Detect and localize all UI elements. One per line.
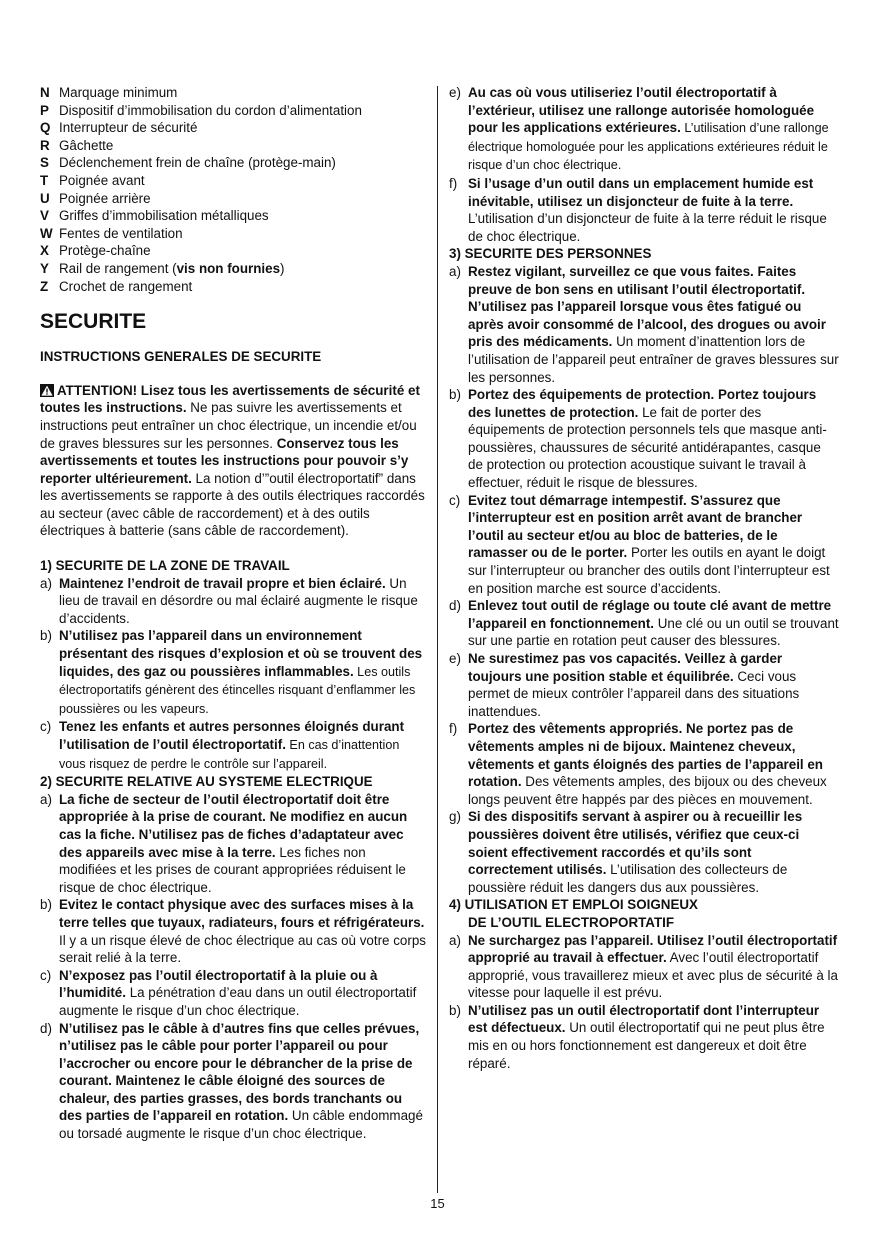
item-text	[59, 967, 426, 1020]
page-number: 15	[430, 1196, 445, 1211]
instruction-item	[449, 720, 839, 808]
item-normal: Porter les outils en ayant le doigt sur l’interrupteur ou brancher des outils dont l’interrupteur est en position marche est source d’accidents.	[468, 545, 830, 596]
item-normal: Avec l’outil électroportatif approprié, vous travaillerez mieux et avec plus de sécurité à la vitesse pour laquelle il est prévu.	[468, 950, 838, 1001]
legend-row	[40, 137, 426, 155]
intro-text-1: Ne pas suivre les avertissements et instructions peut entraîner un choc électrique, un incendie et/ou de graves blessures sur les personnes.	[40, 400, 417, 451]
legend-row	[40, 172, 426, 190]
instruction-item	[449, 650, 839, 720]
legend-row	[40, 278, 426, 296]
legend-row	[40, 119, 426, 137]
legend-letter: P	[40, 102, 49, 118]
legend-row	[40, 260, 426, 278]
instruction-item	[40, 627, 426, 718]
item-text	[468, 650, 839, 720]
warning-triangle-icon	[40, 384, 54, 397]
item-letter: b)	[40, 897, 52, 913]
item-text	[59, 791, 426, 897]
instruction-item	[449, 84, 839, 175]
legend-text-after: )	[280, 260, 285, 276]
item-bold: Enlevez tout outil de réglage ou toute clé avant de mettre l’appareil en fonctionnement.	[468, 598, 832, 631]
legend-text-before: Rail de rangement (	[59, 260, 177, 276]
parts-legend	[40, 84, 426, 295]
legend-text: Crochet de rangement	[59, 278, 193, 294]
item-bold: Si l’usage d’un outil dans un emplacement humide est inévitable, utilisez un disjoncteur de fuite à la terre.	[468, 175, 814, 209]
item-bold: Evitez le contact physique avec des surfaces mises à la terre telles que tuyaux, radiateurs, fours et réfrigérateurs.	[59, 897, 425, 930]
item-letter: b)	[449, 1002, 461, 1018]
item-text	[59, 627, 426, 718]
item-text	[468, 386, 839, 492]
legend-text: Poignée arrière	[59, 190, 151, 206]
item-bold: N’utilisez pas le câble à d’autres fins que celles prévues, n’utilisez pas le câble pour porter l’appareil ou pour l’accrocher ou encore pour le débrancher de la prise de courant. Maintenez le câble éloigné des sources de chaleur, des parties grasses, des bords tranchants ou des parties de l’appareil en rotation.	[59, 1020, 420, 1124]
legend-text: Poignée avant	[59, 172, 145, 188]
item-bold: N’utilisez pas l’appareil dans un environnement présentant des risques d’explosion et où se trouvent des liquides, des gaz ou poussières inflammables.	[59, 628, 423, 679]
intro-text-2: La notion d’”outil électroportatif” dans les avertissements se rapporte à des outils électriques raccordés au secteur (avec câble de raccordement) et à des outils électriques à batterie (sans câble de raccordement).	[40, 470, 425, 539]
item-bold: Au cas où vous utiliseriez l’outil électroportatif à l’extérieur, utilisez une rallonge autorisée homologuée pour les applications extérieures.	[468, 85, 815, 136]
instruction-item	[40, 791, 426, 897]
legend-text: Protège-chaîne	[59, 243, 151, 259]
legend-letter: X	[40, 243, 49, 259]
legend-text: Interrupteur de sécurité	[59, 120, 198, 136]
legend-letter: W	[40, 225, 53, 241]
heading-tool-use	[449, 896, 839, 931]
item-bold: N’utilisez pas un outil électroportatif dont l’interrupteur est défectueux.	[468, 1002, 820, 1036]
item-text	[468, 1002, 839, 1072]
legend-row	[40, 225, 426, 243]
instruction-item	[40, 575, 426, 628]
item-normal: Un moment d’inattention lors de l’utilisation de l’appareil peut entraîner de graves blessures sur les personnes.	[468, 334, 839, 385]
item-normal: Il y a un risque élevé de choc électrique au cas où votre corps serait relié à la terre.	[59, 932, 426, 966]
item-letter: a)	[449, 263, 461, 279]
item-text	[468, 720, 839, 808]
item-text	[59, 896, 426, 966]
item-text	[468, 263, 839, 386]
item-letter: g)	[449, 809, 461, 825]
item-normal: L’utilisation d’un disjoncteur de fuite à la terre réduit le risque de choc électrique.	[468, 211, 827, 244]
item-bold: Portez des vêtements appropriés. Ne portez pas de vêtements amples ni de bijoux. Maintenez cheveux, vêtements et gants éloignés des parties de l’appareil en rotation.	[468, 721, 823, 790]
instruction-item	[449, 386, 839, 492]
item-bold: Si des dispositifs servant à aspirer ou à recueillir les poussières doivent être utilisés, vérifiez que ceux-ci soient effectivement raccordés et qu’ils sont correctement utilisés.	[468, 809, 803, 878]
item-letter: c)	[40, 967, 52, 983]
item-normal: Les fiches non modifiées et les prises de courant appropriées réduisent le risque de choc électrique.	[59, 844, 406, 895]
item-bold: La fiche de secteur de l’outil électroportatif doit être appropriée à la prise de courant. Ne modifiez en aucun cas la fiche. N’utilisez pas de fiches d’adaptateur avec des appareils avec mise à la terre.	[59, 791, 408, 860]
item-normal: L’utilisation des collecteurs de poussière réduit les dangers dus aux poussières.	[468, 862, 788, 895]
item-normal: Un câble endommagé ou torsadé augmente le risque d’un choc électrique.	[59, 1108, 423, 1142]
legend-text: Fentes de ventilation	[59, 225, 183, 241]
item-text	[468, 932, 839, 1002]
right-column	[449, 84, 839, 1072]
heading-personal-safety: 3) SECURITE DES PERSONNES	[449, 246, 652, 262]
subsection-title: INSTRUCTIONS GENERALES DE SECURITE	[40, 349, 322, 365]
item-text	[468, 597, 839, 650]
instruction-item	[449, 932, 839, 1002]
instruction-item	[40, 896, 426, 966]
item-bold: Ne surchargez pas l’appareil. Utilisez l’outil électroportatif approprié au travail à effectuer.	[468, 932, 838, 966]
instruction-item	[449, 175, 839, 245]
item-text	[59, 718, 426, 773]
item-normal: Le fait de porter des équipements de protection personnels tels que masque anti-poussières, chaussures de sécurité antidérapantes, casque de protection ou protection acoustique suivant le travail à effectuer, réduit le risque de blessures.	[468, 404, 827, 491]
legend-row	[40, 154, 426, 172]
item-bold: Evitez tout démarrage intempestif. S’assurez que l’interrupteur est en position arrêt avant de brancher l’outil au secteur et/ou au bloc de batteries, de le ramasser ou de le porter.	[468, 492, 803, 561]
legend-text: Gâchette	[59, 137, 114, 153]
item-normal: Des vêtements amples, des bijoux ou des cheveux longs peuvent être happés par des pièces en mouvement.	[468, 774, 827, 807]
legend-row	[40, 102, 426, 120]
legend-text: Dispositif d’immobilisation du cordon d’alimentation	[59, 102, 362, 118]
heading-electrical: 2) SECURITE RELATIVE AU SYSTEME ELECTRIQUE	[40, 774, 373, 790]
legend-letter: V	[40, 208, 49, 224]
item-bold: Portez des équipements de protection. Portez toujours des lunettes de protection.	[468, 387, 817, 420]
intro-paragraph	[40, 382, 426, 540]
item-letter: f)	[449, 175, 458, 191]
item-bold: N’exposez pas l’outil électroportatif à la pluie ou à l’humidité.	[59, 967, 378, 1001]
legend-text	[59, 260, 285, 278]
legend-row	[40, 190, 426, 208]
item-letter: a)	[40, 575, 52, 591]
item-letter: d)	[449, 598, 461, 614]
item-letter: f)	[449, 721, 458, 737]
item-letter: e)	[449, 85, 461, 100]
instruction-item	[449, 1002, 839, 1072]
item-normal: Un lieu de travail en désordre ou mal éclairé augmente le risque d’accidents.	[59, 575, 418, 626]
item-letter: b)	[40, 628, 52, 644]
item-letter: d)	[40, 1020, 52, 1036]
legend-letter: Z	[40, 278, 49, 294]
legend-letter: T	[40, 172, 49, 188]
intro-bold-2: Conservez tous les avertissements et toutes les instructions pour pouvoir s’y reporter ultérieurement.	[40, 435, 409, 486]
instruction-item	[449, 597, 839, 650]
left-column	[40, 84, 426, 1143]
item-letter: c)	[40, 719, 52, 735]
item-normal: Ceci vous permet de mieux contrôler l’appareil dans des situations inattendues.	[468, 668, 800, 719]
item-bold: Restez vigilant, surveillez ce que vous faites. Faites preuve de bon sens en utilisant l’outil électroportatif. N’utilisez pas l’appareil lorsque vous êtes fatigué ou après avoir consommé de l’alcool, des drogues ou avoir pris des médicaments.	[468, 263, 826, 350]
legend-row	[40, 84, 426, 102]
item-bold: Ne surestimez pas vos capacités. Veillez à garder toujours une position stable et équilibrée.	[468, 651, 783, 684]
section-title: SECURITE	[40, 310, 147, 334]
legend-text: Griffes d’immobilisation métalliques	[59, 208, 269, 224]
instruction-item	[449, 492, 839, 598]
heading-tool-use-line-2: DE L’OUTIL ELECTROPORTATIF	[468, 914, 675, 930]
item-letter: c)	[449, 492, 461, 508]
heading-work-area: 1) SECURITE DE LA ZONE DE TRAVAIL	[40, 558, 290, 574]
instruction-item	[40, 1020, 426, 1143]
item-letter: a)	[449, 932, 461, 948]
item-normal: L’utilisation d’une rallonge électrique homologuée pour les applications extérieures réduit le risque d’un choc électrique.	[468, 121, 829, 173]
instruction-item	[40, 718, 426, 773]
legend-letter: U	[40, 190, 50, 206]
legend-text: Déclenchement frein de chaîne (protège-main)	[59, 155, 336, 171]
legend-letter: S	[40, 155, 49, 171]
legend-row	[40, 207, 426, 225]
item-text	[468, 84, 839, 175]
item-letter: a)	[40, 791, 52, 807]
item-text	[59, 575, 426, 628]
item-letter: b)	[449, 387, 461, 403]
item-text	[59, 1020, 426, 1143]
heading-tool-use-line-1: 4) UTILISATION ET EMPLOI SOIGNEUX	[449, 897, 698, 913]
item-text	[468, 808, 839, 896]
legend-letter: Q	[40, 120, 51, 136]
legend-letter: N	[40, 85, 50, 100]
item-text	[468, 492, 839, 598]
legend-text-bold: vis non fournies	[176, 260, 281, 276]
item-normal: La pénétration d’eau dans un outil électroportatif augmente le risque d’un choc électrique.	[59, 985, 417, 1018]
item-normal: En cas d’inattention vous risquez de perdre le contrôle sur l’appareil.	[59, 738, 400, 771]
legend-letter: R	[40, 137, 50, 153]
intro-bold-1: ATTENTION! Lisez tous les avertissements de sécurité et toutes les instructions.	[40, 382, 420, 416]
item-normal: Les outils électroportatifs génèrent des étincelles risquant d’enflammer les poussières ou les vapeurs.	[59, 664, 416, 716]
item-normal: Un outil électroportatif qui ne peut plus être mis en ou hors fonctionnement est dangereux et doit être réparé.	[468, 1020, 825, 1071]
instruction-item	[449, 808, 839, 896]
instruction-item	[449, 263, 839, 386]
legend-row	[40, 242, 426, 260]
item-bold: Tenez les enfants et autres personnes éloignés durant l’utilisation de l’outil électroportatif.	[59, 719, 405, 752]
legend-text: Marquage minimum	[59, 85, 178, 100]
item-bold: Maintenez l’endroit de travail propre et bien éclairé.	[59, 575, 386, 591]
item-normal: Une clé ou un outil se trouvant sur une partie en rotation peut causer des blessures.	[468, 615, 839, 649]
column-divider	[437, 86, 438, 1193]
instruction-item	[40, 967, 426, 1020]
legend-letter: Y	[40, 260, 49, 276]
item-letter: e)	[449, 651, 461, 666]
item-text	[468, 175, 839, 245]
